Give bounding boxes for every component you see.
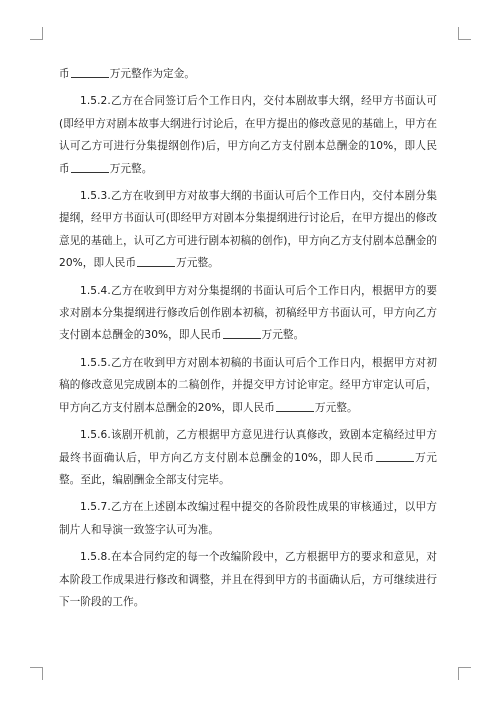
clause-1-5-4 bbox=[59, 280, 437, 347]
amount-blank bbox=[71, 162, 109, 173]
clause-text: 1.5.8.在本合同约定的每一个改编阶段中，乙方根据甲方的要求和意见，对本阶段工作成果进行修改和调整，并且在得到甲方的书面确认后，方可继续进行下一阶段的工作。 bbox=[59, 551, 437, 608]
clause-text: 1.5.4.乙方在收到甲方对分集提纲的书面认可后个工作日内，根据甲方的要求对剧本分集提纲进行修改后创作剧本初稿，初稿经甲方书面认可，甲方向乙方支付剧本总酬金的30%，即人民币 bbox=[59, 284, 437, 342]
clause-1-5-6 bbox=[59, 424, 437, 491]
crop-mark-top-left bbox=[30, 27, 43, 40]
clause-text-tail: 万元整。至此，编剧酬金全部支付完毕。 bbox=[59, 451, 437, 486]
clause-text: 1.5.2.乙方在合同签订后个工作日内，交付本剧故事大纲，经甲方书面认可(即经甲方对剧本故事大纲进行讨论后，在甲方提出的修改意见的基础上，甲方在认可乙方可进行分集提纲创作)后，甲方向乙方支付剧本总酬金的10%，即人民币 bbox=[59, 95, 437, 175]
amount-blank bbox=[71, 67, 109, 78]
amount-blank bbox=[137, 256, 175, 267]
clause-1-5-7 bbox=[59, 496, 437, 541]
amount-blank bbox=[376, 451, 414, 462]
crop-mark-bottom-left bbox=[30, 667, 43, 680]
clause-text-tail: 万元整。 bbox=[176, 257, 219, 270]
document-body bbox=[59, 63, 437, 613]
clause-1-5-2 bbox=[59, 90, 437, 180]
clause-text-tail: 万元整。 bbox=[109, 162, 153, 175]
clause-1-5-8 bbox=[59, 546, 437, 613]
clause-1-5-3 bbox=[59, 185, 437, 275]
clause-text-tail: 万元整。 bbox=[314, 401, 358, 414]
clause-text-tail: 万元整。 bbox=[261, 329, 305, 342]
clause-text: 1.5.7.乙方在上述剧本改编过程中提交的各阶段性成果的审核通过，以甲方制片人和导演一致签字认可为准。 bbox=[59, 501, 437, 536]
crop-mark-bottom-right bbox=[458, 667, 471, 680]
clause-text: 1.5.3.乙方在收到甲方对故事大纲的书面认可后个工作日内，交付本剧分集提纲，经甲方书面认可(即经甲方对剧本分集提纲进行讨论后，在甲方提出的修改意见的基础上，认可乙方可进行剧本初稿的创作)，甲方向乙方支付剧本总酬金的20%，即人民币 bbox=[59, 190, 437, 270]
clause-text: 1.5.5.乙方在收到甲方对剧本初稿的书面认可后个工作日内，根据甲方对初稿的修改意见完成剧本的二稿创作，并提交甲方讨论审定。经甲方审定认可后，甲方向乙方支付剧本总酬金的20%，即人民币 bbox=[59, 356, 437, 414]
amount-blank bbox=[276, 401, 314, 412]
clause-text: 币 bbox=[59, 68, 70, 80]
crop-mark-top-right bbox=[458, 27, 471, 40]
clause-text-tail: 万元整作为定金。 bbox=[109, 68, 196, 80]
amount-blank bbox=[223, 328, 261, 339]
clause-deposit-continuation bbox=[59, 63, 437, 85]
clause-text: 1.5.6.该剧开机前，乙方根据甲方意见进行认真修改，致剧本定稿经过甲方最终书面确认后，甲方向乙方支付剧本总酬金的10%，即人民币 bbox=[59, 429, 437, 464]
clause-1-5-5 bbox=[59, 352, 437, 419]
